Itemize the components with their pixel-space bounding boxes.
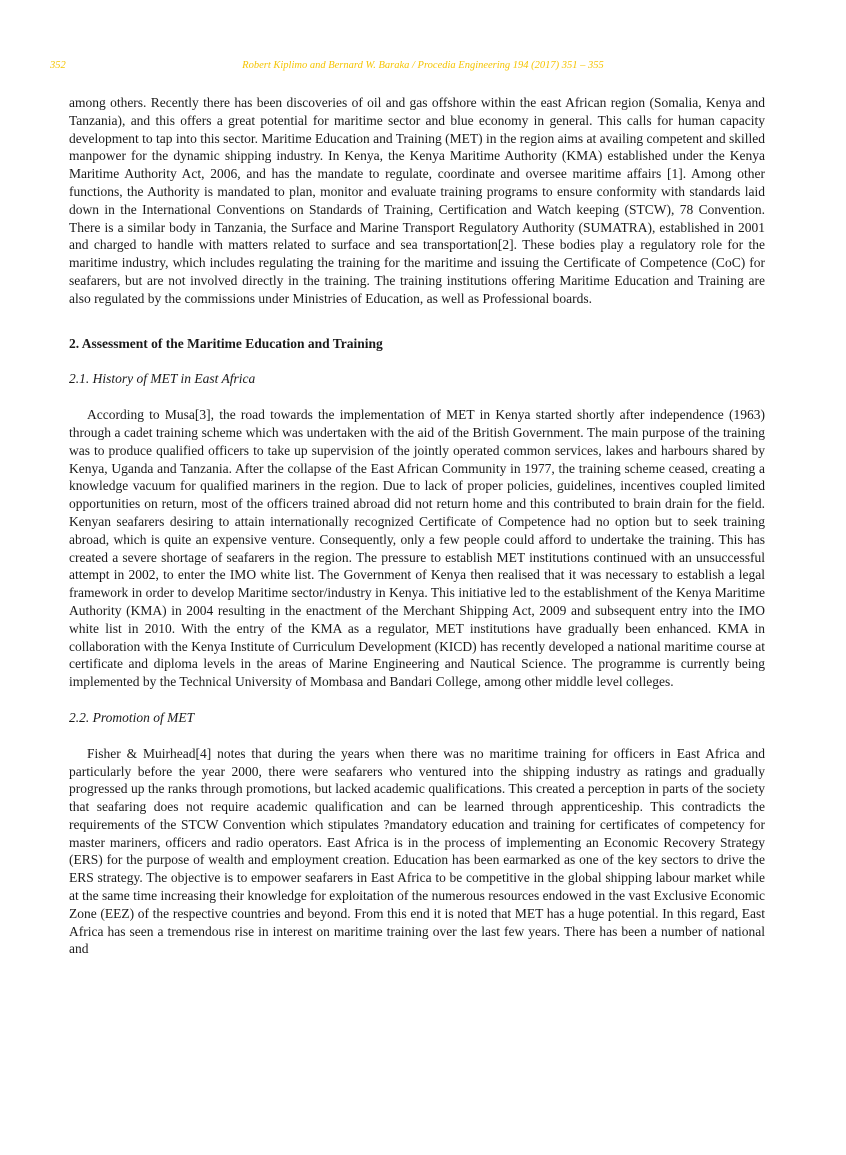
running-header — [50, 59, 796, 73]
promotion-paragraph: Fisher & Muirhead[4] notes that during the years when there was no maritime training for officers in East Africa and particularly before the year 2000, there were seafarers who ventured into the shipping industry as ratings and gradually progressed up the ranks through promotions, but lacked academic qualifications. This created a perception in parts of the society that seafaring does not require academic qualification and can be learned through apprenticeship. This contradicts the requirements of the STCW Convention which stipulates ?mandatory education and training for certificates of competency for master mariners, officers and radio operators. East Africa is in the process of implementing an Economic Recovery Strategy (ERS) for the purpose of wealth and employment creation. Education has been earmarked as one of the key sectors to drive the ERS strategy. The objective is to empower seafarers in East Africa to be competitive in the global shipping labour market while at the same time increasing their knowledge for exploitation of the numerous resources endowed in the vast Exclusive Economic Zone (EEZ) of the respective countries and beyond. From this end it is noted that MET has a huge potential. In this regard, East Africa has seen a tremendous rise in interest on maritime training over the last few years. There has been a number of national and — [69, 745, 765, 957]
page-number: 352 — [50, 60, 66, 71]
subsection-heading-2-1: 2.1. History of MET in East Africa — [69, 371, 256, 387]
section-heading-2: 2. Assessment of the Maritime Education and Training — [69, 335, 383, 351]
intro-paragraph: among others. Recently there has been discoveries of oil and gas offshore within the east African region (Somalia, Kenya and Tanzania), and this offers a great potential for maritime sector and blue economy in general. This calls for human capacity development to tap into this sector. Maritime Education and Training (MET) in the region aims at availing competent and skilled manpower for the dynamic shipping industry. In Kenya, the Kenya Maritime Authority (KMA) established under the Kenya Maritime Authority Act, 2006, and has the mandate to regulate, coordinate and oversee maritime affairs [1]. Among other functions, the Authority is mandated to plan, monitor and evaluate training programs to ensure conformity with standards laid down in the International Conventions on Standards of Training, Certification and Watch keeping (STCW), 78 Convention. There is a similar body in Tanzania, the Surface and Marine Transport Regulatory Authority (SUMATRA), established in 2001 and charged to handle with matters related to surface and sea transportation[2]. These bodies play a regulatory role for the maritime industry, which includes regulating the training for the maritime and issuing the Certificate of Competence (CoC) for seafarers, but are not involved directly in the training. The training institutions offering Maritime Education and Training are also regulated by the commissions under Ministries of Education, as well as Professional boards. — [69, 95, 765, 306]
header-citation: Robert Kiplimo and Bernard W. Baraka / Procedia Engineering 194 (2017) 351 – 355 — [242, 60, 604, 71]
body-text — [69, 94, 765, 958]
history-paragraph: According to Musa[3], the road towards the implementation of MET in Kenya started shortly after independence (1963) through a cadet training scheme which was undertaken with the aid of the British Government. The main purpose of the training was to produce qualified officers to take up supervision of the jointly operated common services, lakes and harbours shared by Kenya, Uganda and Tanzania. After the collapse of the East African Community in 1977, the training scheme ceased, creating a knowledge vacuum for qualified mariners in the region. Due to lack of proper policies, guidelines, incentives coupled limited opportunities on return, most of the officers trained abroad did not return home and this contributed to brain drain for the field. Kenyan seafarers desiring to attain internationally recognized Certificate of Competence had no option but to seek training abroad, which is quite an expensive venture. Consequently, only a few people could afford to undertake the training. This has created a severe shortage of seafarers in the region. The pressure to establish MET institutions continued with an unsuccessful attempt in 2002, to enter the IMO white list. The Government of Kenya then realised that it was necessary to establish a legal framework in order to develop Maritime sector/industry in Kenya. This initiative led to the establishment of the Kenya Maritime Authority (KMA) in 2004 resulting in the enactment of the Merchant Shipping Act, 2009 and subsequent entry into the IMO white list in 2010. With the entry of the KMA as a regulator, MET institutions have gradually been enhanced. KMA in collaboration with the Kenya Institute of Curriculum Development (KICD) has recently developed a national maritime course at certificate and diploma levels in the areas of Marine Engineering and Nautical Science. The programme is currently being implemented by the Technical University of Mombasa and Bandari College, among other middle level colleges. — [69, 407, 765, 690]
subsection-heading-2-2: 2.2. Promotion of MET — [69, 709, 195, 725]
